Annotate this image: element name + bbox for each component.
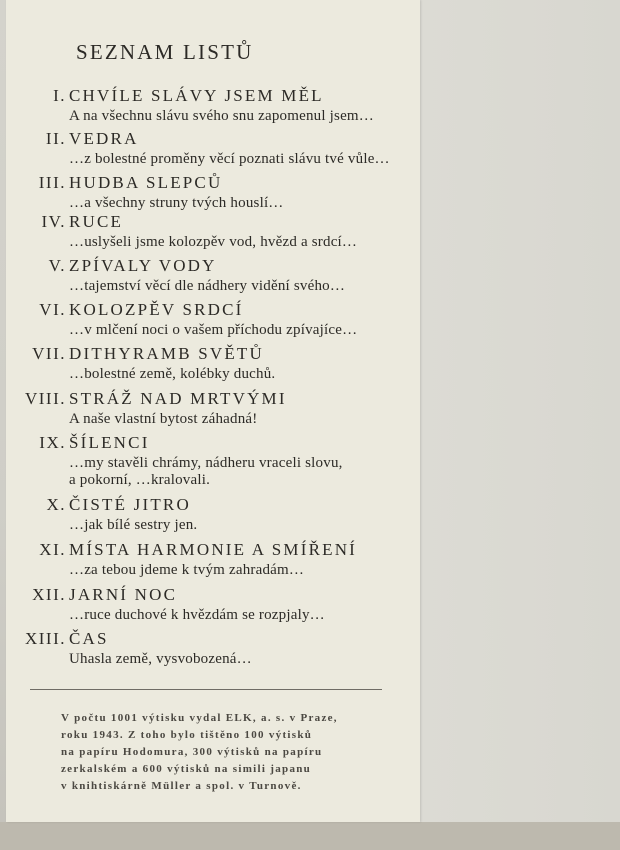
contents-card [6,0,420,822]
colophon-line: roku 1943. Z toho bylo tištěno 100 výtisků [61,729,313,741]
entry-title: ČISTÉ JITRO [69,495,191,514]
entry-excerpt: …tajemství věcí dle nádhery vidění svého… [69,278,346,294]
entry-excerpt: A na všechnu slávu svého snu zapomenul jsem… [69,108,374,124]
colophon-line: V počtu 1001 výtisku vydal ELK, a. s. v Praze, [61,712,338,724]
entry-number: VII. [32,344,66,363]
entry-number: XIII. [24,629,66,648]
entry-excerpt: …my stavěli chrámy, nádheru vraceli slovu, [69,455,343,471]
entry-excerpt: Uhasla země, vysvobozená… [69,651,252,667]
entry-excerpt: …v mlčení noci o vašem příchodu zpívajíce… [69,322,358,338]
entry-excerpt: …z bolestné proměny věcí poznati slávu tvé vůle… [69,151,390,167]
entry-number: XII. [32,585,66,604]
entry-title: STRÁŽ NAD MRTVÝMI [69,389,287,408]
entry-title: ČAS [69,629,109,648]
bottom-edge [0,822,620,850]
entry-title: VEDRA [69,129,139,148]
entry-number: V. [48,256,66,275]
entry-number: I. [53,86,66,105]
colophon-line: zerkalském a 600 výtisků na simili japanu [61,763,312,775]
entry-number: VI. [39,300,66,319]
entry-title: KOLOZPĚV SRDCÍ [69,300,244,319]
colophon-line: v knihtiskárně Müller a spol. v Turnově. [61,780,302,792]
backing-board [420,0,620,838]
entry-excerpt: …za tebou jdeme k tvým zahradám… [69,562,305,578]
entry-title: ŠÍLENCI [69,433,150,452]
entry-number: II. [45,129,66,148]
entry-title: JARNÍ NOC [69,585,178,604]
entry-number: XI. [39,540,66,559]
entry-title: DITHYRAMB SVĚTŮ [69,344,264,363]
entry-title: RUCE [69,212,124,231]
page-title: SEZNAM LISTŮ [76,40,254,64]
entry-excerpt: …a všechny struny tvých houslí… [69,195,284,211]
entry-number: III. [38,173,66,192]
entry-title: ZPÍVALY VODY [69,256,217,275]
entry-number: VIII. [24,389,66,408]
entry-title: HUDBA SLEPCŮ [69,173,223,192]
entry-excerpt: a pokorní, …kralovali. [69,472,211,488]
entry-number: IX. [39,433,66,452]
entry-excerpt: …jak bílé sestry jen. [69,517,198,533]
entry-number: X. [46,495,66,514]
entry-excerpt: …uslyšeli jsme kolozpěv vod, hvězd a srdcí… [69,234,358,250]
entry-number: IV. [41,212,66,231]
divider [30,689,382,690]
entry-excerpt: …ruce duchové k hvězdám se rozpjaly… [69,607,325,623]
entry-excerpt: A naše vlastní bytost záhadná! [69,411,258,427]
entry-title: MÍSTA HARMONIE A SMÍŘENÍ [69,540,358,559]
colophon-line: na papíru Hodomura, 300 výtisků na papíru [61,746,323,758]
entry-excerpt: …bolestné země, kolébky duchů. [69,366,276,382]
entry-title: CHVÍLE SLÁVY JSEM MĚL [69,86,324,105]
